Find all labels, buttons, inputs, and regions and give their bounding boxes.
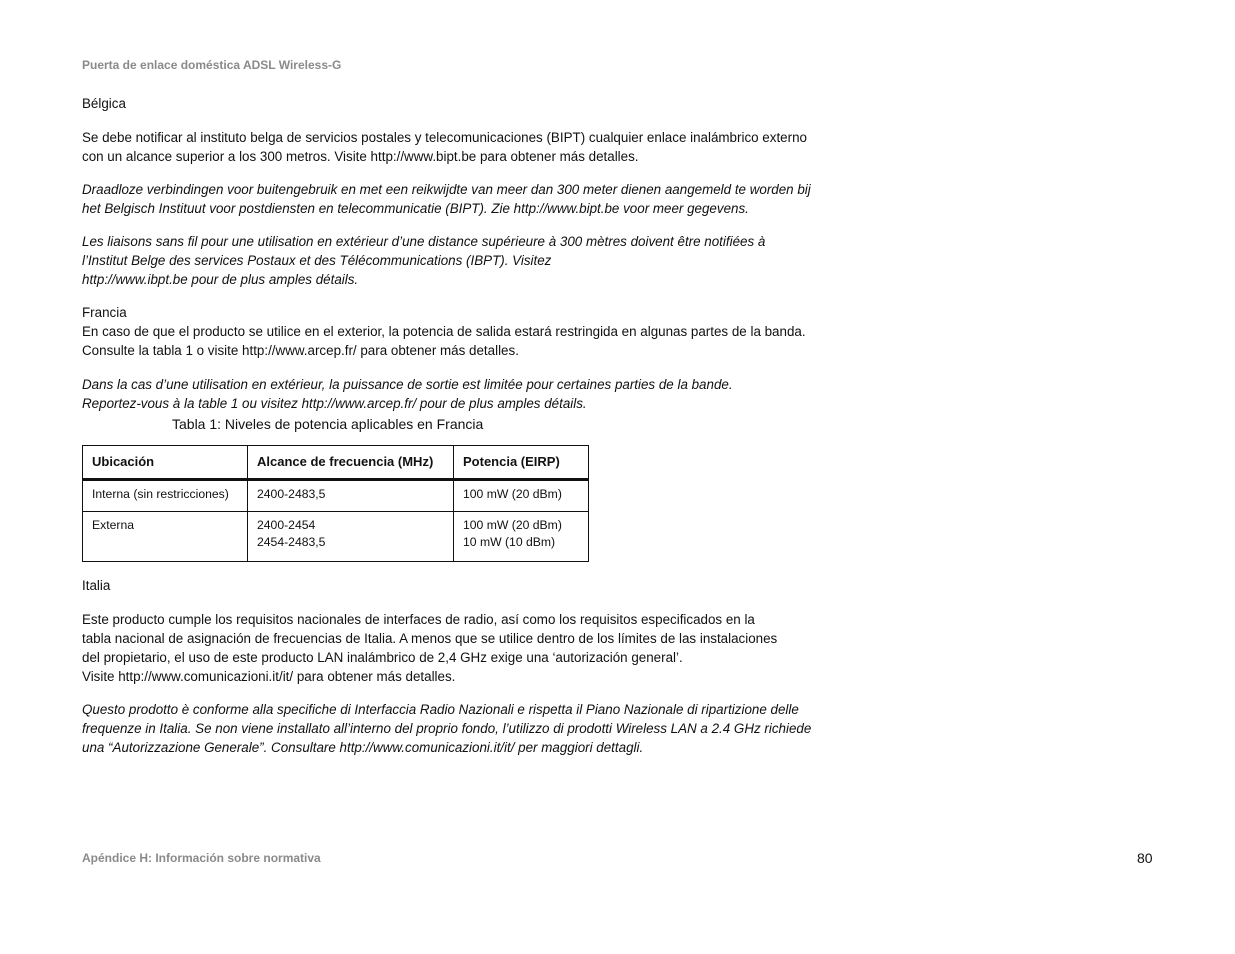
italia-paragraph-es: Este producto cumple los requisitos nacionales de interfaces de radio, así como los requisitos especificados en la tabla nacional de asignación de frecuencias de Italia. A menos que se utilice dentro de los límites de las instalaciones del propietario, el uso de este producto LAN inalámbrico de 2,4 GHz exige una ‘autorización general’. Visite http://www.comunicazioni.it/it/ para obtener más detalles. — [82, 612, 778, 684]
section-heading-italia: Italia — [82, 578, 111, 593]
table-cell: 2400-2483,5 — [248, 480, 454, 512]
column-header: Alcance de frecuencia (MHz) — [248, 446, 454, 480]
power-levels-table — [82, 445, 589, 562]
table-header-row — [83, 446, 589, 480]
table-cell: Externa — [83, 512, 248, 562]
table-row — [83, 512, 589, 562]
table-cell: 100 mW (20 dBm) — [454, 480, 589, 512]
page-number: 80 — [1137, 850, 1153, 866]
page-content — [82, 94, 822, 757]
francia-paragraph-es: En caso de que el producto se utilice en el exterior, la potencia de salida estará restringida en algunas partes de la banda. Consulte la tabla 1 o visite http://www.arcep.fr/ para obtener más detalles. — [82, 324, 806, 358]
francia-paragraph-fr: Dans la cas d’une utilisation en extérieur, la puissance de sortie est limitée pour certaines parties de la bande. Reportez-vous à la table 1 ou visitez http://www.arcep.fr/ pour de plus amples détails. — [82, 377, 733, 411]
table-caption: Tabla 1: Niveles de potencia aplicables en Francia — [172, 416, 484, 432]
running-header: Puerta de enlace doméstica ADSL Wireless-G — [82, 58, 342, 72]
table-cell: 100 mW (20 dBm) 10 mW (10 dBm) — [454, 512, 589, 562]
table-row — [83, 480, 589, 512]
italia-paragraph-it: Questo prodotto è conforme alla specifiche di Interfaccia Radio Nazionali e rispetta il Piano Nazionale di ripartizione delle frequenze in Italia. Se non viene installato all’interno del proprio fondo, l’utilizzo di prodotti Wireless LAN a 2.4 GHz richiede una “Autorizzazione Generale”. Consultare http://www.comunicazioni.it/it/ per maggiori dettagli. — [82, 702, 812, 755]
running-footer: Apéndice H: Información sobre normativa — [82, 851, 321, 865]
section-heading-francia: Francia — [82, 305, 127, 320]
section-heading-belgica: Bélgica — [82, 96, 126, 111]
table-cell: 2400-2454 2454-2483,5 — [248, 512, 454, 562]
column-header: Ubicación — [83, 446, 248, 480]
belgica-paragraph-es: Se debe notificar al instituto belga de servicios postales y telecomunicaciones (BIPT) cualquier enlace inalámbrico externo con un alcance superior a los 300 metros. Visite http://www.bipt.be para obtener más detalles. — [82, 130, 807, 164]
column-header: Potencia (EIRP) — [454, 446, 589, 480]
belgica-paragraph-fr: Les liaisons sans fil pour une utilisation en extérieur d’une distance supérieure à 300 mètres doivent être notifiées à l’Institut Belge des services Postaux et des Télécommunications (IBPT). Visitez http://www.ibpt.be pour de plus amples détails. — [82, 234, 766, 287]
table-cell: Interna (sin restricciones) — [83, 480, 248, 512]
belgica-paragraph-nl: Draadloze verbindingen voor buitengebruik en met een reikwijdte van meer dan 300 meter dienen aangemeld te worden bij het Belgisch Instituut voor postdiensten en telecommunicatie (BIPT). Zie http://www.bipt.be voor meer gegevens. — [82, 182, 811, 216]
